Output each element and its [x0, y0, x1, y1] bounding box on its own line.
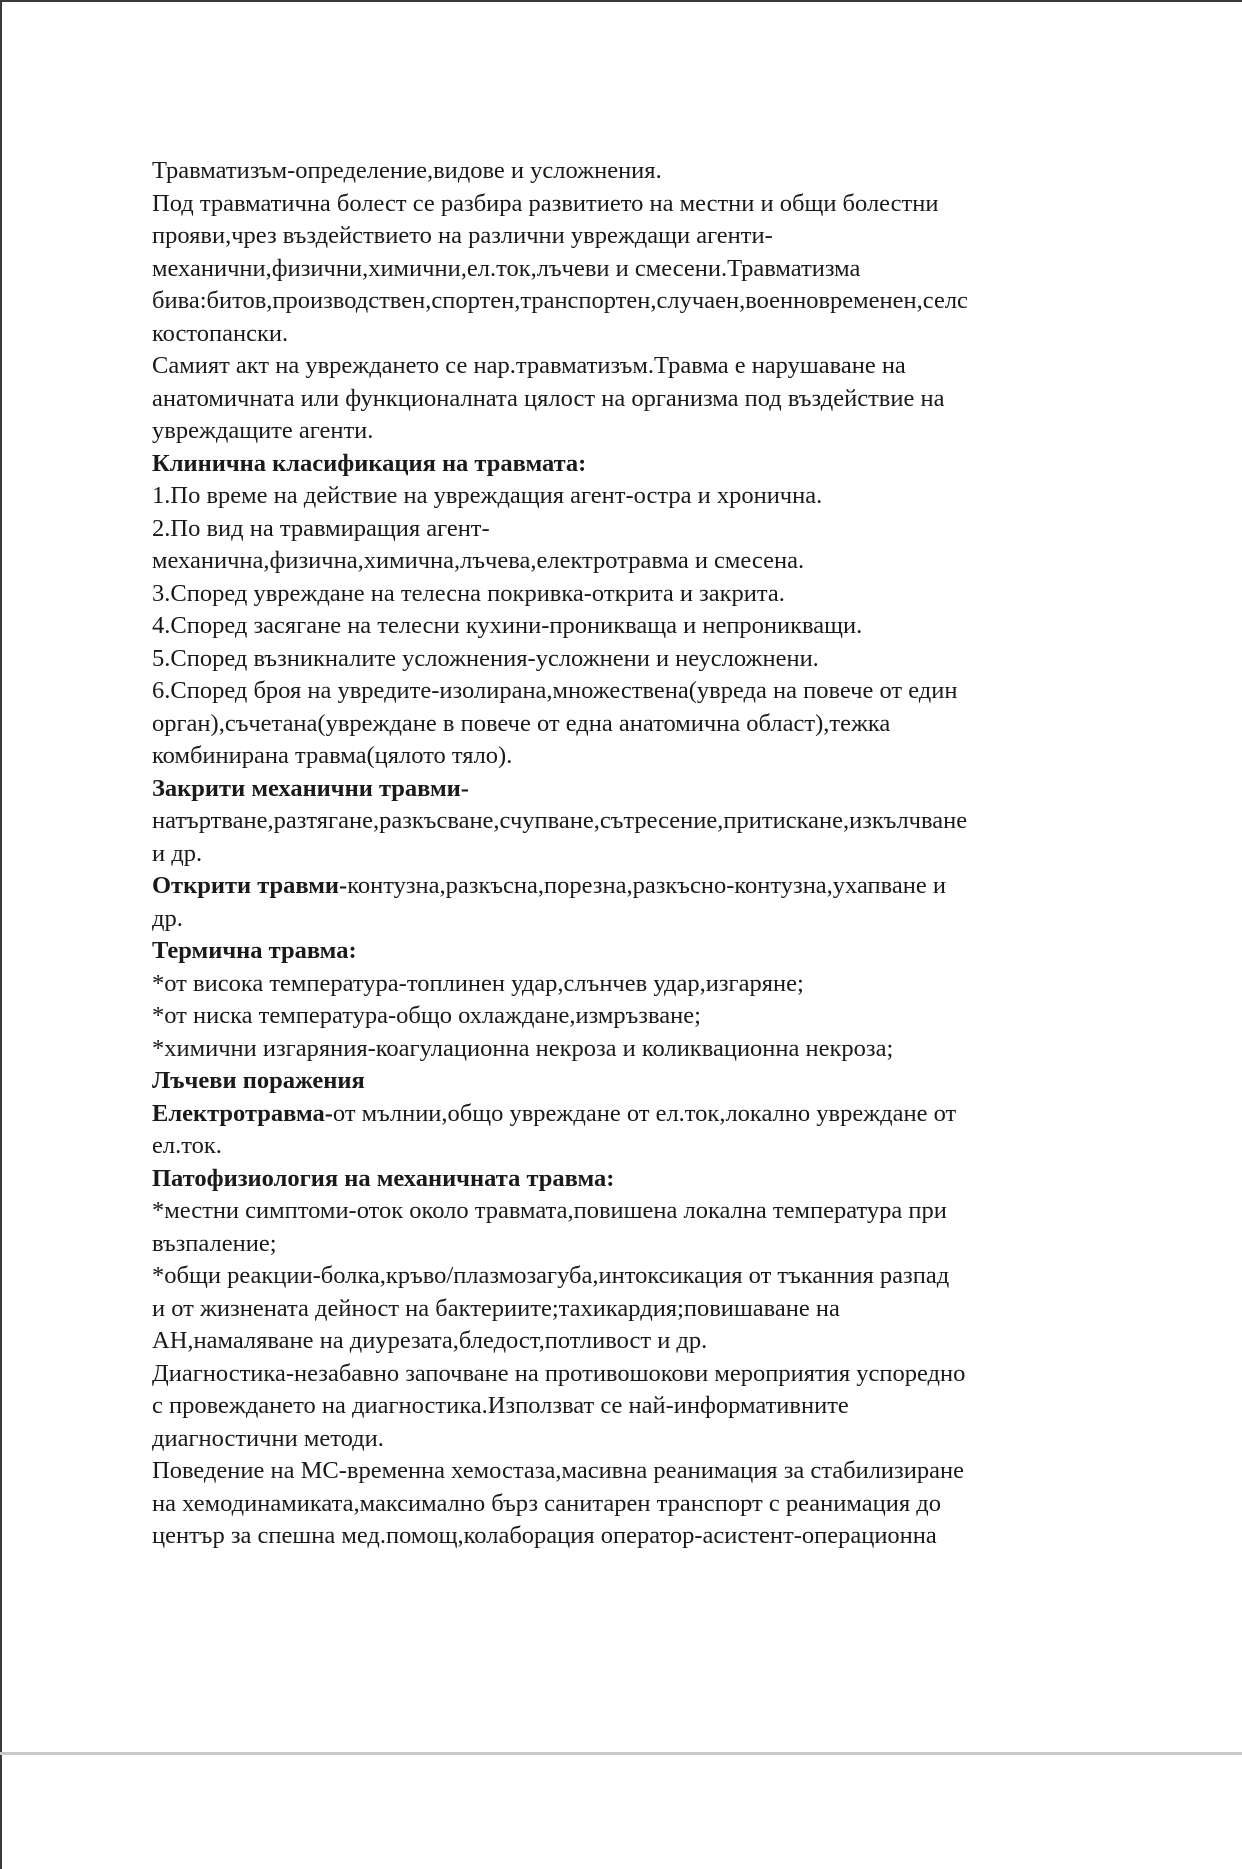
body-text: възпаление; [152, 1229, 277, 1257]
body-text: Самият акт на увреждането се нар.травматизъм.Травма е нарушаване на [152, 352, 906, 379]
frame-left-border [0, 0, 2, 1869]
body-text: механична,физична,химична,лъчева,електротравма и смесена. [152, 547, 805, 574]
document-line [152, 610, 1152, 643]
body-text: и др. [152, 839, 203, 867]
body-text: 4.Според засягане на телесни кухини-проникваща и непроникващи. [152, 612, 863, 639]
section-heading: Термична травма: [152, 937, 357, 964]
section-heading: Клинична класификация на травмата: [152, 449, 587, 477]
body-text: от мълнии,общо увреждане от ел.ток,локално увреждане от [332, 1099, 957, 1127]
body-text: и от жизнената дейност на бактериите;тахикардия;повишаване на [152, 1294, 840, 1322]
document-line [152, 480, 1152, 513]
document-line [152, 285, 1152, 318]
document-line [152, 1358, 1152, 1391]
document-line [152, 1228, 1152, 1261]
document-line [152, 903, 1152, 936]
document-line [152, 1325, 1152, 1358]
body-text: диагностични методи. [152, 1424, 384, 1452]
document-line [152, 415, 1152, 448]
page-divider [0, 1752, 1242, 1755]
body-text: анатомичната или функционалната цялост на организма под въздействие на [152, 384, 945, 412]
body-text: бива:битов,производствен,спортен,транспортен,случаен,военновременен,селс [152, 287, 968, 314]
body-text: орган),съчетана(увреждане в повече от една анатомична област),тежка [152, 709, 891, 737]
document-line [152, 935, 1152, 968]
document-line [152, 383, 1152, 416]
body-text: ел.ток. [152, 1132, 222, 1159]
document-line [152, 643, 1152, 676]
document-line [152, 1423, 1152, 1456]
document-line [152, 513, 1152, 546]
body-text: 3.Според увреждане на телесна покривка-открита и закрита. [152, 579, 785, 607]
body-text: Травматизъм-определение,видове и усложнения. [152, 157, 662, 184]
body-text: 5.Според възникналите усложнения-усложнени и неусложнени. [152, 644, 819, 672]
document-line [152, 578, 1152, 611]
body-text: на хемодинамиката,максимално бърз санитарен транспорт с реанимация до [152, 1489, 941, 1517]
document-line [152, 1488, 1152, 1521]
document-line [152, 708, 1152, 741]
body-text: център за спешна мед.помощ,колаборация оператор-асистент-операционна [152, 1522, 937, 1549]
section-heading: Електротравма- [152, 1099, 333, 1127]
section-heading: Открити травми- [152, 872, 348, 899]
body-text: *общи реакции-болка,кръво/плазмозагуба,интоксикация от тъканния разпад [152, 1262, 950, 1289]
document-line [152, 968, 1152, 1001]
document-line [152, 1260, 1152, 1293]
document-line [152, 1293, 1152, 1326]
document-page [152, 155, 1152, 1553]
document-line [152, 675, 1152, 708]
document-line [152, 1390, 1152, 1423]
document-line [152, 805, 1152, 838]
document-line [152, 1033, 1152, 1066]
body-text: 2.По вид на травмиращия агент- [152, 514, 490, 542]
document-line [152, 1455, 1152, 1488]
body-text: Под травматична болест се разбира развитието на местни и общи болестни [152, 189, 939, 217]
document-line [152, 220, 1152, 253]
section-heading: Закрити механични травми- [152, 774, 469, 802]
document-line [152, 1098, 1152, 1131]
document-line [152, 1000, 1152, 1033]
document-line [152, 1163, 1152, 1196]
body-text: прояви,чрез въздействието на различни увреждащи агенти- [152, 222, 773, 249]
document-line [152, 773, 1152, 806]
body-text: контузна,разкъсна,порезна,разкъсно-контузна,ухапване и [347, 872, 946, 899]
document-line [152, 838, 1152, 871]
body-text: *местни симптоми-оток около травмата,повишена локална температура при [152, 1197, 947, 1224]
document-line [152, 350, 1152, 383]
body-text: Поведение на МС-временна хемостаза,масивна реанимация за стабилизиране [152, 1457, 964, 1484]
body-text: Диагностика-незабавно започване на противошокови мероприятия успоредно [152, 1359, 966, 1387]
body-text: костопански. [152, 319, 289, 347]
document-line [152, 1195, 1152, 1228]
section-heading: Лъчеви поражения [152, 1067, 365, 1094]
document-line [152, 1520, 1152, 1553]
document-line [152, 448, 1152, 481]
document-line [152, 1130, 1152, 1163]
body-text: с провеждането на диагностика.Използват се най-информативните [152, 1392, 849, 1419]
body-text: *химични изгаряния-коагулационна некроза и коликвационна некроза; [152, 1034, 894, 1062]
document-line [152, 870, 1152, 903]
body-text: 6.Според броя на увредите-изолирана,множествена(увреда на повече от един [152, 677, 958, 704]
body-text: натъртване,разтягане,разкъсване,счупване,сътресение,притискане,изкълчване [152, 807, 968, 834]
body-text: др. [152, 904, 183, 932]
body-text: увреждащите агенти. [152, 417, 374, 444]
body-text: 1.По време на действие на увреждащия агент-остра и хронична. [152, 482, 823, 509]
frame-top-border [0, 0, 1242, 2]
document-line [152, 740, 1152, 773]
body-text: *от ниска температура-общо охлаждане,измръзване; [152, 1002, 701, 1029]
section-heading: Патофизиология на механичната травма: [152, 1164, 615, 1192]
document-line [152, 1065, 1152, 1098]
body-text: *от висока температура-топлинен удар,слънчев удар,изгаряне; [152, 969, 804, 997]
document-line [152, 318, 1152, 351]
body-text: АН,намаляване на диурезата,бледост,потливост и др. [152, 1327, 708, 1354]
document-line [152, 253, 1152, 286]
body-text: комбинирана травма(цялото тяло). [152, 742, 513, 769]
body-text: механични,физични,химични,ел.ток,лъчеви и смесени.Травматизма [152, 254, 861, 282]
document-line [152, 188, 1152, 221]
document-line [152, 155, 1152, 188]
document-line [152, 545, 1152, 578]
